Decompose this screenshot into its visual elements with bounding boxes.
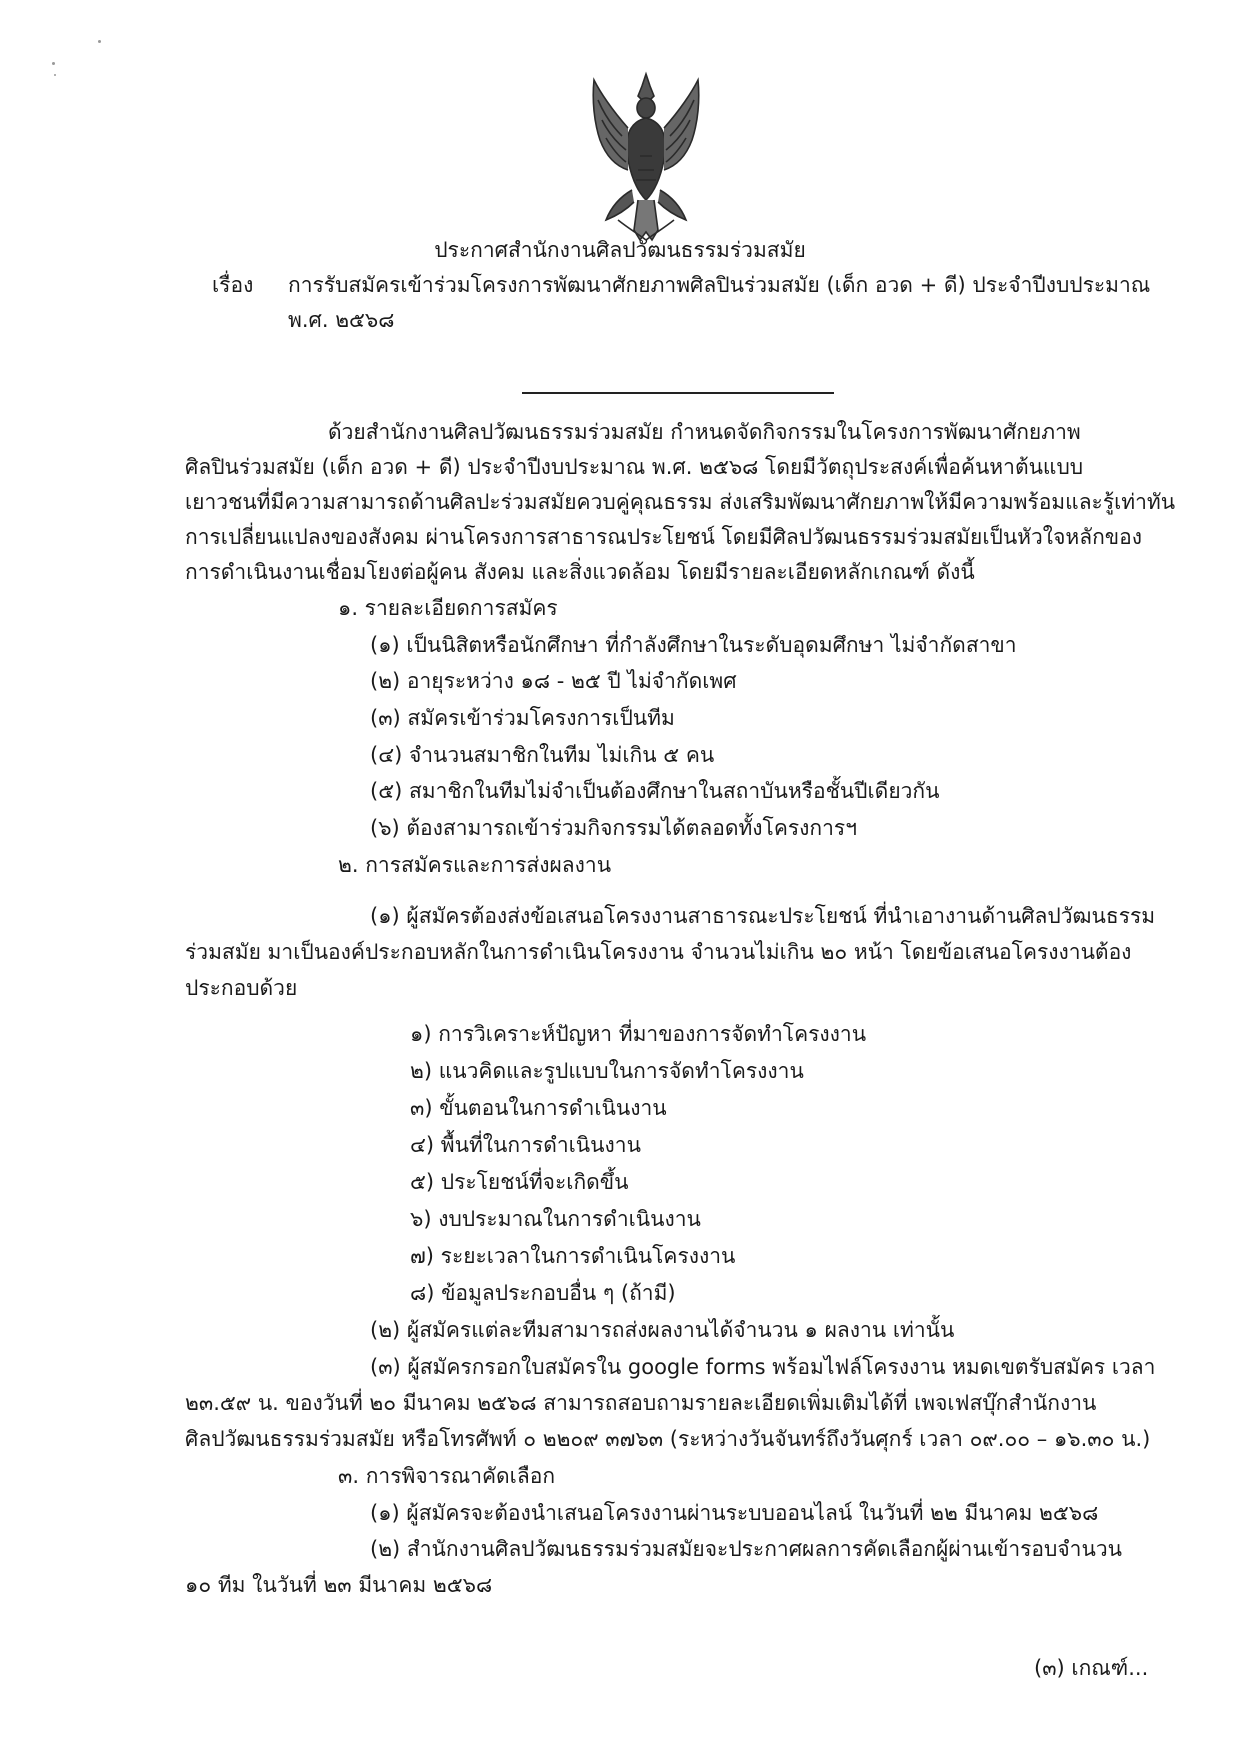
paragraph-line: (๑) ผู้สมัครจะต้องนำเสนอโครงงานผ่านระบบออนไลน์ ในวันที่ ๒๒ มีนาคม ๒๕๖๘ bbox=[370, 1501, 1099, 1525]
paragraph-line: ๒๓.๕๙ น. ของวันที่ ๒๐ มีนาคม ๒๕๖๘ สามารถสอบถามรายละเอียดเพิ่มเติมได้ที่ เพจเฟสบุ๊กสำนักงาน bbox=[185, 1391, 1097, 1415]
announcement-title: ประกาศสำนักงานศิลปวัฒนธรรมร่วมสมัย bbox=[434, 238, 806, 262]
sub-list-item: ๓) ขั้นตอนในการดำเนินงาน bbox=[410, 1096, 667, 1120]
paragraph-line: (๒) สำนักงานศิลปวัฒนธรรมร่วมสมัยจะประกาศผลการคัดเลือกผู้ผ่านเข้ารอบจำนวน bbox=[370, 1537, 1122, 1561]
sub-list-item: ๔) พื้นที่ในการดำเนินงาน bbox=[410, 1133, 641, 1157]
garuda-emblem-icon bbox=[588, 70, 704, 248]
paragraph-line: (๑) ผู้สมัครต้องส่งข้อเสนอโครงงานสาธารณะประโยชน์ ที่นำเอางานด้านศิลปวัฒนธรรม bbox=[370, 904, 1156, 928]
sub-list-item: ๕) ประโยชน์ที่จะเกิดขึ้น bbox=[410, 1170, 629, 1194]
paragraph-line: ร่วมสมัย มาเป็นองค์ประกอบหลักในการดำเนินโครงงาน จำนวนไม่เกิน ๒๐ หน้า โดยข้อเสนอโครงงานต้อง bbox=[185, 940, 1132, 964]
sub-list-item: ๖) งบประมาณในการดำเนินงาน bbox=[410, 1207, 701, 1231]
section-heading: ๓. การพิจารณาคัดเลือก bbox=[338, 1464, 556, 1488]
intro-line: ศิลปินร่วมสมัย (เด็ก อวด + ดี) ประจำปีงบประมาณ พ.ศ. ๒๕๖๘ โดยมีวัตถุประสงค์เพื่อค้นหาต้นแบบ bbox=[185, 455, 1084, 479]
paragraph-line: ๑๐ ทีม ในวันที่ ๒๓ มีนาคม ๒๕๖๘ bbox=[185, 1573, 493, 1597]
list-item: (๒) อายุระหว่าง ๑๘ - ๒๕ ปี ไม่จำกัดเพศ bbox=[370, 669, 737, 693]
subject-label: เรื่อง bbox=[212, 273, 254, 297]
scan-speck bbox=[98, 40, 101, 43]
intro-line: การเปลี่ยนแปลงของสังคม ผ่านโครงการสาธารณประโยชน์ โดยมีศิลปวัฒนธรรมร่วมสมัยเป็นหัวใจหลักของ bbox=[185, 525, 1143, 549]
sub-list-item: ๒) แนวคิดและรูปแบบในการจัดทำโครงงาน bbox=[410, 1059, 804, 1083]
list-item: (๔) จำนวนสมาชิกในทีม ไม่เกิน ๕ คน bbox=[370, 743, 715, 767]
page-continuation: (๓) เกณฑ์... bbox=[1034, 1656, 1149, 1680]
paragraph-line: ประกอบด้วย bbox=[185, 976, 298, 1000]
title-divider bbox=[522, 392, 834, 394]
section-heading: ๑. รายละเอียดการสมัคร bbox=[338, 596, 558, 620]
sub-list-item: ๗) ระยะเวลาในการดำเนินโครงงาน bbox=[410, 1244, 736, 1268]
subject-line: พ.ศ. ๒๕๖๘ bbox=[288, 308, 395, 332]
sub-list-item: ๑) การวิเคราะห์ปัญหา ที่มาของการจัดทำโครงงาน bbox=[410, 1022, 867, 1046]
intro-line: ด้วยสำนักงานศิลปวัฒนธรรมร่วมสมัย กำหนดจัดกิจกรรมในโครงการพัฒนาศักยภาพ bbox=[328, 420, 1081, 444]
scan-speck bbox=[54, 74, 56, 76]
list-item: (๕) สมาชิกในทีมไม่จำเป็นต้องศึกษาในสถาบันหรือชั้นปีเดียวกัน bbox=[370, 779, 940, 803]
list-item: (๑) เป็นนิสิตหรือนักศึกษา ที่กำลังศึกษาในระดับอุดมศึกษา ไม่จำกัดสาขา bbox=[370, 633, 1017, 657]
scan-speck bbox=[52, 62, 55, 65]
list-item: (๓) สมัครเข้าร่วมโครงการเป็นทีม bbox=[370, 706, 675, 730]
list-item: (๖) ต้องสามารถเข้าร่วมกิจกรรมได้ตลอดทั้งโครงการฯ bbox=[370, 816, 857, 840]
paragraph-line: (๓) ผู้สมัครกรอกใบสมัครใน google forms พร้อมไฟล์โครงงาน หมดเขตรับสมัคร เวลา bbox=[370, 1355, 1156, 1379]
sub-list-item: ๘) ข้อมูลประกอบอื่น ๆ (ถ้ามี) bbox=[410, 1281, 676, 1305]
intro-line: การดำเนินงานเชื่อมโยงต่อผู้คน สังคม และสิ่งแวดล้อม โดยมีรายละเอียดหลักเกณฑ์ ดังนี้ bbox=[185, 560, 975, 584]
section-heading: ๒. การสมัครและการส่งผลงาน bbox=[338, 853, 612, 877]
intro-line: เยาวชนที่มีความสามารถด้านศิลปะร่วมสมัยควบคู่คุณธรรม ส่งเสริมพัฒนาศักยภาพให้มีความพร้อมและรู้เท่าทัน bbox=[185, 490, 1176, 514]
subject-line: การรับสมัครเข้าร่วมโครงการพัฒนาศักยภาพศิลปินร่วมสมัย (เด็ก อวด + ดี) ประจำปีงบประมาณ bbox=[288, 273, 1151, 297]
paragraph-line: (๒) ผู้สมัครแต่ละทีมสามารถส่งผลงานได้จำนวน ๑ ผลงาน เท่านั้น bbox=[370, 1318, 955, 1342]
paragraph-line: ศิลปวัฒนธรรมร่วมสมัย หรือโทรศัพท์ ๐ ๒๒๐๙ ๓๗๖๓ (ระหว่างวันจันทร์ถึงวันศุกร์ เวลา ๐๙.๐๐ – ๑๖.๓๐ น.) bbox=[185, 1427, 1151, 1451]
